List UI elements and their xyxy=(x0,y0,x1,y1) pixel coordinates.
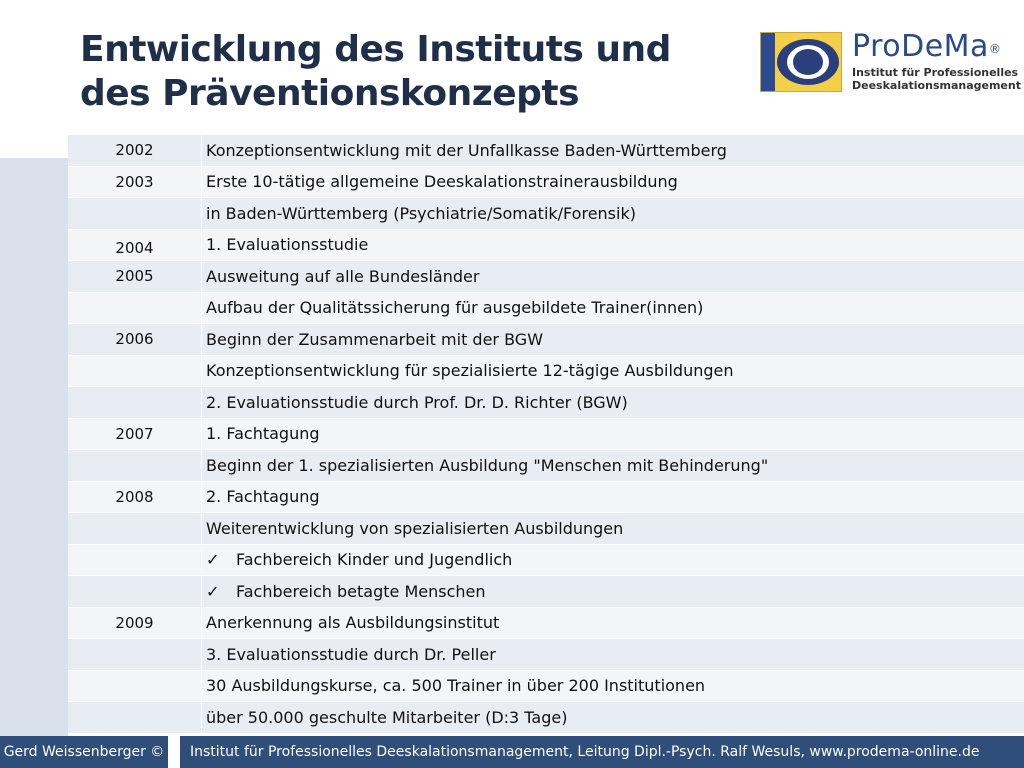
timeline-year: 2008 xyxy=(68,482,202,513)
timeline-year xyxy=(68,450,202,481)
checkmark-icon: ✓ xyxy=(206,550,220,570)
timeline-table xyxy=(68,135,1024,734)
timeline-description: Weiterentwicklung von spezialisierten Ausbildungen xyxy=(202,513,1024,544)
timeline-description: Erste 10-tätige allgemeine Deeskalationstrainerausbildung xyxy=(202,167,1024,198)
timeline-description xyxy=(202,576,1024,607)
timeline-year: 2009 xyxy=(68,608,202,639)
timeline-description: 1. Evaluationsstudie xyxy=(202,230,1024,261)
timeline-row xyxy=(68,135,1024,167)
timeline-year xyxy=(68,702,202,733)
timeline-year xyxy=(68,198,202,229)
side-band xyxy=(0,158,68,736)
timeline-row xyxy=(68,230,1024,262)
timeline-year: 2002 xyxy=(68,135,202,166)
timeline-year xyxy=(68,293,202,324)
timeline-description: 30 Ausbildungskurse, ca. 500 Trainer in über 200 Institutionen xyxy=(202,671,1024,702)
timeline-description: in Baden-Württemberg (Psychiatrie/Somatik/Forensik) xyxy=(202,198,1024,229)
timeline-description: 3. Evaluationsstudie durch Dr. Peller xyxy=(202,639,1024,670)
timeline-year: 2007 xyxy=(68,419,202,450)
timeline-description xyxy=(202,545,1024,576)
eye-logo-icon xyxy=(760,32,842,92)
timeline-description: Konzeptionsentwicklung für spezialisierte 12-tägige Ausbildungen xyxy=(202,356,1024,387)
footer-info: Institut für Professionelles Deeskalationsmanagement, Leitung Dipl.-Psych. Ralf Wesuls, www.prodema-online.de xyxy=(180,736,1024,768)
timeline-year: 2004 xyxy=(68,230,202,261)
timeline-description: 2. Fachtagung xyxy=(202,482,1024,513)
checkmark-icon: ✓ xyxy=(206,581,220,601)
timeline-year xyxy=(68,356,202,387)
timeline-year xyxy=(68,545,202,576)
timeline-description: Aufbau der Qualitätssicherung für ausgebildete Trainer(innen) xyxy=(202,293,1024,324)
timeline-description-text: Fachbereich betagte Menschen xyxy=(236,581,486,601)
timeline-description: Beginn der Zusammenarbeit mit der BGW xyxy=(202,324,1024,355)
timeline-year: 2003 xyxy=(68,167,202,198)
timeline-year: 2005 xyxy=(68,261,202,292)
timeline-row xyxy=(68,545,1024,577)
timeline-year: 2006 xyxy=(68,324,202,355)
timeline-year xyxy=(68,576,202,607)
timeline-year xyxy=(68,513,202,544)
timeline-row xyxy=(68,702,1024,734)
timeline-description: Ausweitung auf alle Bundesländer xyxy=(202,261,1024,292)
timeline-description: Anerkennung als Ausbildungsinstitut xyxy=(202,608,1024,639)
timeline-row xyxy=(68,608,1024,640)
timeline-row xyxy=(68,671,1024,703)
timeline-row xyxy=(68,419,1024,451)
timeline-row xyxy=(68,356,1024,388)
timeline-year xyxy=(68,387,202,418)
timeline-description-text: Fachbereich Kinder und Jugendlich xyxy=(236,550,513,570)
logo-name: ProDeMa® xyxy=(852,29,1002,64)
timeline-row xyxy=(68,387,1024,419)
timeline-row xyxy=(68,261,1024,293)
prodema-logo xyxy=(760,29,1021,94)
timeline-row xyxy=(68,450,1024,482)
slide-title: Entwicklung des Instituts und des Präventionskonzepts xyxy=(80,29,671,114)
timeline-description: 2. Evaluationsstudie durch Prof. Dr. D. Richter (BGW) xyxy=(202,387,1024,418)
timeline-description: Beginn der 1. spezialisierten Ausbildung "Menschen mit Behinderung" xyxy=(202,450,1024,481)
timeline-row xyxy=(68,482,1024,514)
timeline-description: 1. Fachtagung xyxy=(202,419,1024,450)
timeline-year xyxy=(68,639,202,670)
timeline-row xyxy=(68,293,1024,325)
logo-subtitle: Institut für Professionelles Deeskalationsmanagement xyxy=(852,66,1021,92)
footer-author: Gerd Weissenberger © xyxy=(0,736,168,768)
timeline-year xyxy=(68,671,202,702)
timeline-row xyxy=(68,576,1024,608)
timeline-row xyxy=(68,167,1024,199)
timeline-row xyxy=(68,513,1024,545)
timeline-row xyxy=(68,324,1024,356)
timeline-description: über 50.000 geschulte Mitarbeiter (D:3 Tage) xyxy=(202,702,1024,733)
timeline-description: Konzeptionsentwicklung mit der Unfallkasse Baden-Württemberg xyxy=(202,135,1024,166)
timeline-row xyxy=(68,198,1024,230)
timeline-row xyxy=(68,639,1024,671)
